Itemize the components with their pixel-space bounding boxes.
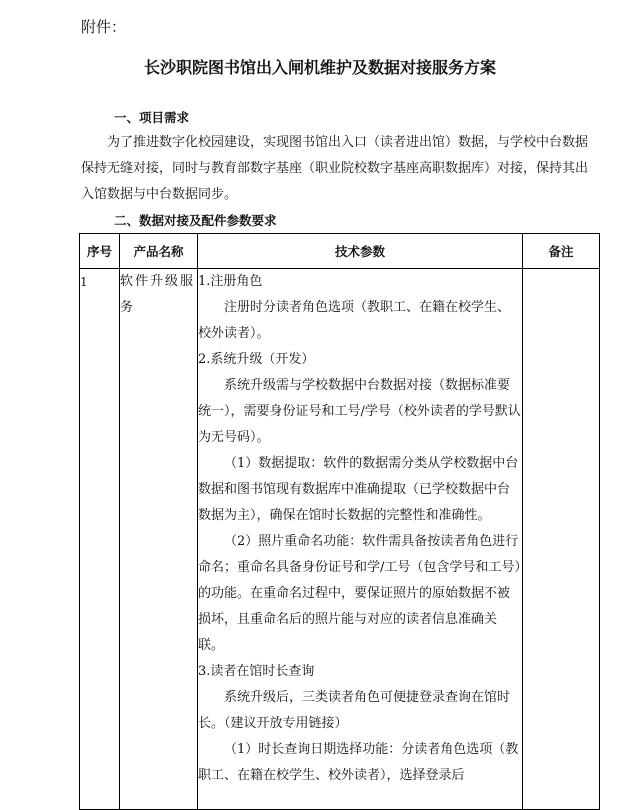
- param-item: 2.系统升级（开发）: [198, 352, 315, 367]
- param-item: 注册时分读者角色选项（教职工、在籍在校学生、校外读者）。: [198, 300, 511, 341]
- table-header-row: [80, 234, 600, 269]
- table-row: [80, 269, 600, 810]
- param-item: 1.注册角色: [198, 274, 263, 289]
- spec-table: [79, 233, 600, 810]
- param-item: （1）数据提取：软件的数据需分类从学校数据中台数据和图书馆现有数据库中准确提取（已学校数据中台数据为主），确保在馆时长数据的完整性和准确性。: [198, 456, 519, 523]
- param-item: （2）照片重命名功能：软件需具备按读者角色进行命名；重命名具备身份证号和学/工号（包含学号和工号）的功能。在重命名过程中，要保证照片的原始数据不被损坏，且重命名后的照片能与对应的读者信息准确关联。: [198, 534, 521, 653]
- document-title: 长沙职院图书馆出入闸机维护及数据对接服务方案: [143, 58, 496, 77]
- header-remark: 备注: [523, 234, 600, 269]
- row-product: 软件升级服务: [120, 269, 198, 810]
- row-index: 1: [80, 269, 120, 810]
- header-product: 产品名称: [120, 234, 198, 269]
- row-remark: [523, 269, 600, 810]
- section-heading-specs: 二、数据对接及配件参数要求: [114, 213, 277, 228]
- param-item: 系统升级后，三类读者角色可便捷登录查询在馆时长。（建议开放专用链接）: [198, 690, 511, 731]
- header-index: 序号: [80, 234, 120, 269]
- requirements-paragraph: 为了推进数字化校园建设，实现图书馆出入口（读者进出馆）数据，与学校中台数据保持无缝对接，同时与教育部数字基座（职业院校数字基座高职数据库）对接，保持其出入馆数据与中台数据同步。: [81, 135, 589, 202]
- param-item: （1）时长查询日期选择功能：分读者角色选项（教职工、在籍在校学生、校外读者），选择登录后: [198, 742, 519, 783]
- attachment-label: 附件：: [81, 18, 127, 36]
- row-params: [198, 269, 523, 810]
- param-item: 3.读者在馆时长查询: [198, 664, 315, 679]
- section-heading-requirements: 一、项目需求: [114, 110, 190, 125]
- header-params: 技术参数: [198, 234, 523, 269]
- param-item: 系统升级需与学校数据中台数据对接（数据标准要统一），需要身份证号和工号/学号（校外读者的学号默认为无号码）。: [198, 378, 521, 445]
